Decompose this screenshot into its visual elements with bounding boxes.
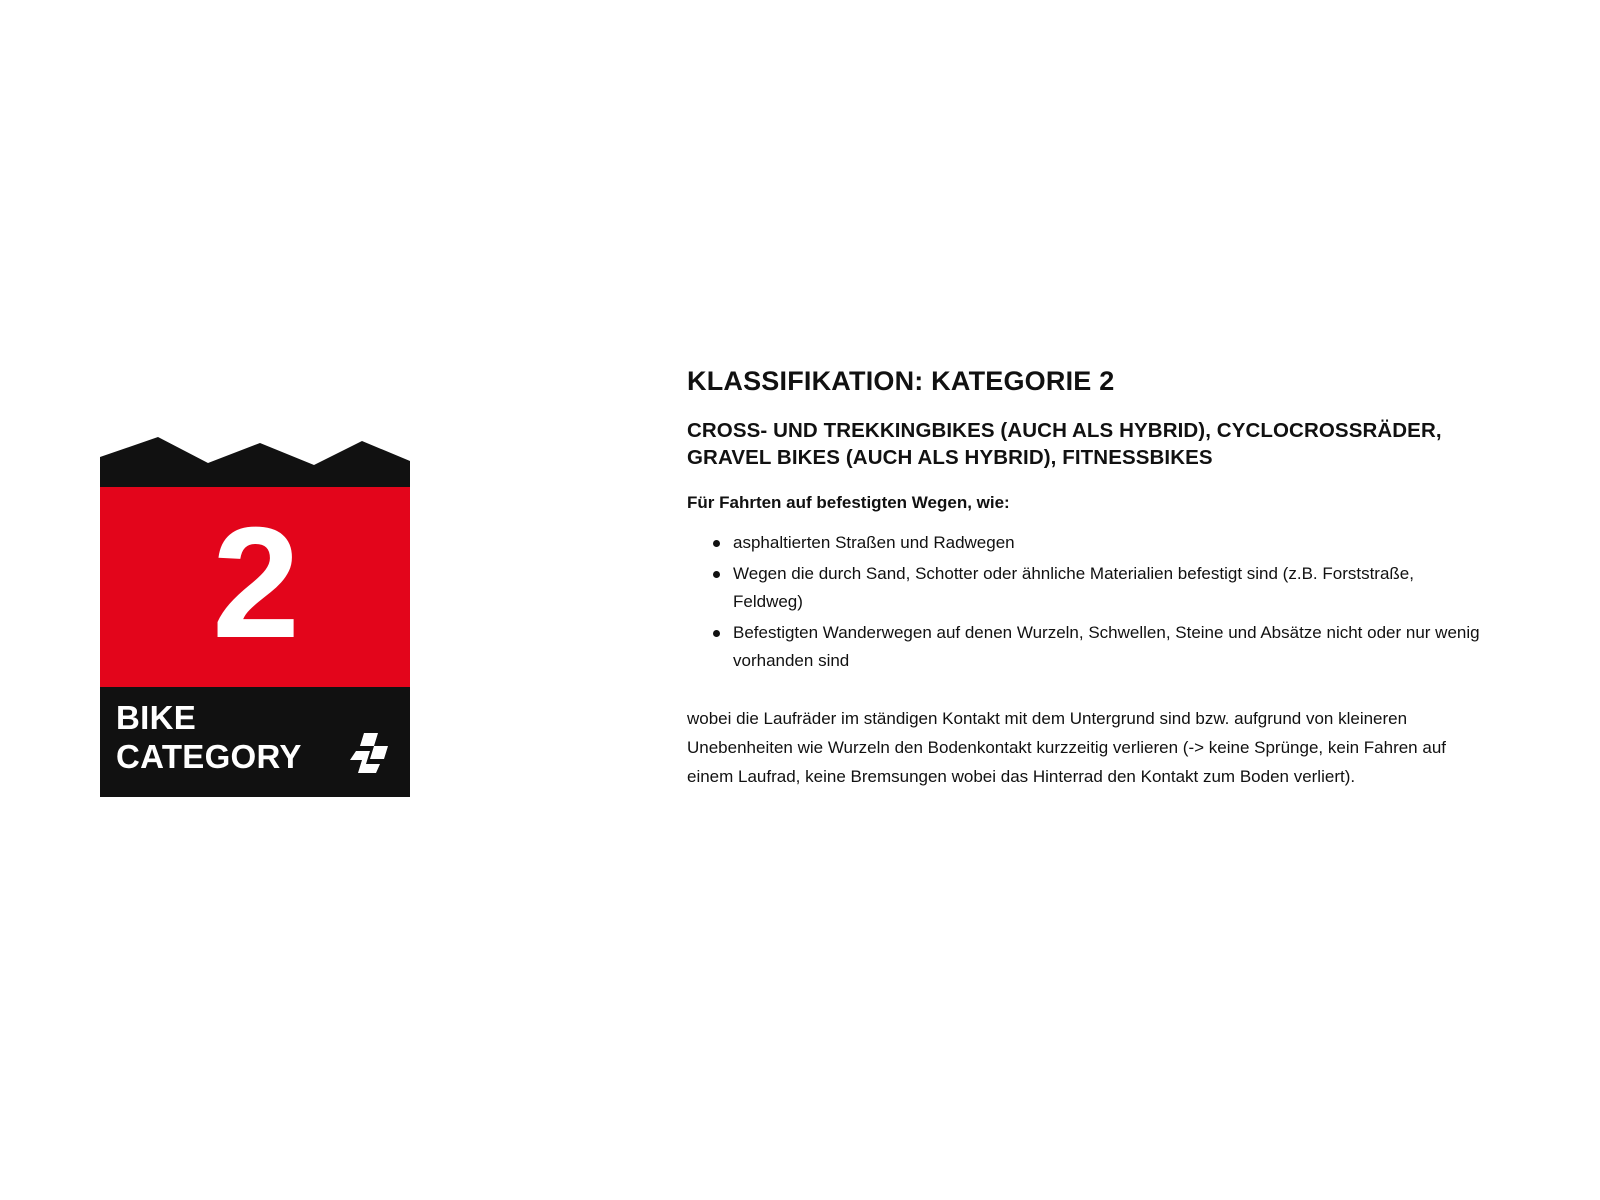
page-title: KLASSIFIKATION: KATEGORIE 2 — [687, 366, 1115, 396]
page-subtitle: CROSS- UND TREKKINGBIKES (AUCH ALS HYBRID), CYCLOCROSSRÄDER, GRAVEL BIKES (AUCH ALS HYBRID), FITNESSBIKES — [687, 418, 1442, 469]
list-item: Wegen die durch Sand, Schotter oder ähnliche Materialien befestigt sind (z.B. Forststraße, Feldweg) — [733, 560, 1487, 617]
lead-paragraph: Für Fahrten auf befestigten Wegen, wie: — [687, 493, 1010, 513]
badge-mountain-top — [100, 437, 410, 487]
list-item: Befestigten Wanderwegen auf denen Wurzeln, Schwellen, Steine und Absätze nicht oder nur wenig vorhanden sind — [733, 619, 1487, 676]
closing-paragraph: wobei die Laufräder im ständigen Kontakt mit dem Untergrund sind bzw. aufgrund von kleineren Unebenheiten wie Wurzeln den Bodenkontakt kurzzeitig verlieren (-> keine Sprünge, kein Fahren auf einem Laufrad, keine Bremsungen wobei das Hinterrad den Kontakt zum Boden verliert). — [687, 708, 1446, 787]
list-item: asphaltierten Straßen und Radwegen — [733, 529, 1487, 558]
badge-label-line1: BIKE — [116, 699, 197, 736]
badge-label-line2: CATEGORY — [116, 737, 302, 775]
badge-number: 2 — [212, 495, 298, 671]
usage-list — [687, 529, 1487, 676]
badge-label-panel — [100, 687, 410, 797]
badge-label — [116, 699, 302, 777]
badge-number-panel — [100, 487, 410, 687]
bike-category-badge — [100, 437, 410, 797]
cube-logo-icon — [344, 731, 392, 775]
classification-text-block — [687, 365, 1487, 791]
